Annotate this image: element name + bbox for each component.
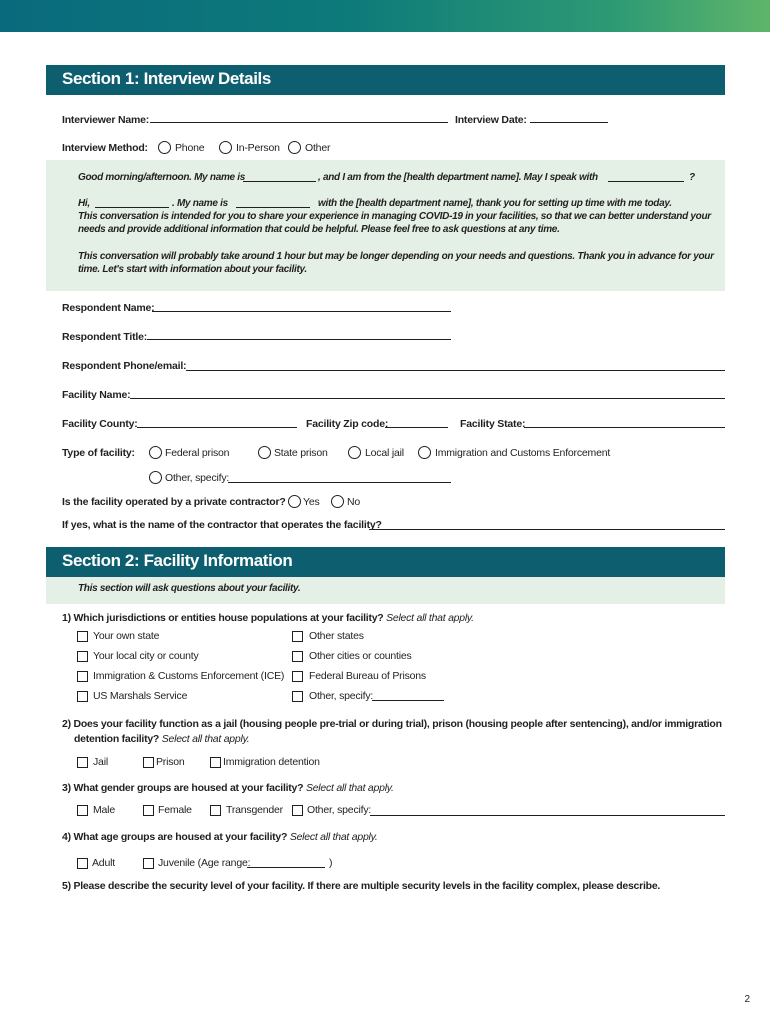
q1-federal-bureau-label: Federal Bureau of Prisons [309, 670, 426, 682]
type-local-jail-label: Local jail [365, 447, 404, 459]
private-contractor-question: Is the facility operated by a private contractor? [62, 496, 286, 508]
q2-jail-label: Jail [93, 756, 108, 768]
contractor-name-field[interactable] [369, 529, 725, 530]
type-other-label: Other, specify: [165, 472, 230, 484]
type-other-field[interactable] [228, 482, 451, 483]
question-5: 5) Please describe the security level of your facility. If there are multiple security levels in the facility complex, please describe. [62, 880, 661, 892]
contractor-name-question: If yes, what is the name of the contractor that operates the facility? [62, 519, 382, 531]
facility-county-label: Facility County: [62, 418, 138, 430]
script-line-2b: . My name is [172, 198, 228, 209]
script-line-5: This conversation will probably take around 1 hour but may be longer depending on your needs and questions. Thank you in advance for your [78, 251, 714, 262]
type-state-prison-label: State prison [274, 447, 328, 459]
interviewer-intro-blank[interactable] [236, 207, 310, 208]
respondent-contact-field[interactable] [186, 370, 725, 371]
type-state-prison-radio[interactable] [258, 446, 271, 459]
q1-other-cities-checkbox[interactable] [292, 651, 303, 662]
facility-zip-field[interactable] [385, 427, 448, 428]
section-2-intro: This section will ask questions about your facility. [78, 583, 301, 594]
q1-own-state-checkbox[interactable] [77, 631, 88, 642]
method-in-person-label: In-Person [236, 142, 280, 154]
header-banner [0, 0, 770, 32]
type-federal-prison-radio[interactable] [149, 446, 162, 459]
facility-zip-label: Facility Zip code: [306, 418, 389, 430]
q3-other-field[interactable] [370, 815, 725, 816]
q2-prison-checkbox[interactable] [143, 757, 154, 768]
q4-juvenile-label: Juvenile (Age range: [158, 857, 251, 869]
question-3: 3) What gender groups are housed at your facility? Select all that apply. [62, 782, 394, 794]
q1-us-marshals-label: US Marshals Service [93, 690, 188, 702]
method-in-person-radio[interactable] [219, 141, 232, 154]
facility-state-label: Facility State: [460, 418, 526, 430]
respondent-title-field[interactable] [147, 339, 451, 340]
q1-other-specify-label: Other, specify: [309, 690, 374, 702]
q4-age-range-field[interactable] [247, 867, 325, 868]
script-line-6: time. Let's start with information about your facility. [78, 264, 307, 275]
q1-other-specify-checkbox[interactable] [292, 691, 303, 702]
q2-prison-label: Prison [156, 756, 185, 768]
question-4: 4) What age groups are housed at your facility? Select all that apply. [62, 831, 378, 843]
respondent-name-label: Respondent Name: [62, 302, 155, 314]
q3-male-checkbox[interactable] [77, 805, 88, 816]
type-ice-radio[interactable] [418, 446, 431, 459]
type-ice-label: Immigration and Customs Enforcement [435, 447, 611, 459]
method-other-radio[interactable] [288, 141, 301, 154]
q2-immigration-checkbox[interactable] [210, 757, 221, 768]
q1-other-states-checkbox[interactable] [292, 631, 303, 642]
method-phone-radio[interactable] [158, 141, 171, 154]
facility-name-label: Facility Name: [62, 389, 131, 401]
script-line-1a: Good morning/afternoon. My name is [78, 172, 246, 183]
q3-other-checkbox[interactable] [292, 805, 303, 816]
section-1-heading: Section 1: Interview Details [46, 65, 725, 95]
contractor-no-label: No [347, 496, 361, 508]
question-2-line-2: detention facility? Select all that apply. [74, 733, 250, 745]
method-other-label: Other [305, 142, 331, 154]
facility-name-field[interactable] [130, 398, 725, 399]
interview-date-field[interactable] [530, 122, 608, 123]
facility-state-field[interactable] [524, 427, 725, 428]
q1-other-cities-label: Other cities or counties [309, 650, 412, 662]
q2-immigration-label: Immigration detention [223, 756, 320, 768]
respondent-greeting-blank[interactable] [95, 207, 169, 208]
type-federal-prison-label: Federal prison [165, 447, 230, 459]
q3-transgender-label: Transgender [226, 804, 283, 816]
q3-transgender-checkbox[interactable] [210, 805, 221, 816]
script-line-1b: , and I am from the [health department name]. May I speak with [318, 172, 598, 183]
q1-local-city-checkbox[interactable] [77, 651, 88, 662]
contractor-no-radio[interactable] [331, 495, 344, 508]
question-1: 1) Which jurisdictions or entities house populations at your facility? Select all that apply. [62, 612, 474, 624]
interview-date-label: Interview Date: [455, 114, 527, 126]
q3-female-label: Female [158, 804, 192, 816]
respondent-contact-label: Respondent Phone/email: [62, 360, 187, 372]
q1-local-city-label: Your local city or county [93, 650, 199, 662]
respondent-title-label: Respondent Title: [62, 331, 148, 343]
q1-own-state-label: Your own state [93, 630, 160, 642]
section-2-heading: Section 2: Facility Information [46, 547, 725, 577]
q2-jail-checkbox[interactable] [77, 757, 88, 768]
respondent-name-blank[interactable] [608, 181, 684, 182]
interview-method-label: Interview Method: [62, 142, 148, 154]
script-line-4: needs and provide additional information that could be helpful. Please feel free to ask questions at any time. [78, 224, 560, 235]
interviewer-name-blank[interactable] [243, 181, 316, 182]
script-line-3: This conversation is intended for you to share your experience in managing COVID-19 in your facilities, so that we can better understand your [78, 211, 711, 222]
q1-other-specify-field[interactable] [372, 700, 444, 701]
q3-other-label: Other, specify: [307, 804, 372, 816]
page-number: 2 [744, 994, 750, 1005]
method-phone-label: Phone [175, 142, 205, 154]
type-other-radio[interactable] [149, 471, 162, 484]
q1-ice-checkbox[interactable] [77, 671, 88, 682]
question-2-line-1: 2) Does your facility function as a jail (housing people pre-trial or during trial), prison (housing people after sentencing), and/or immigration [62, 718, 722, 730]
type-local-jail-radio[interactable] [348, 446, 361, 459]
q1-us-marshals-checkbox[interactable] [77, 691, 88, 702]
contractor-yes-label: Yes [303, 496, 320, 508]
interviewer-name-field[interactable] [150, 122, 448, 123]
script-line-1c: ? [689, 172, 695, 183]
q4-adult-checkbox[interactable] [77, 858, 88, 869]
contractor-yes-radio[interactable] [288, 495, 301, 508]
interviewer-name-label: Interviewer Name: [62, 114, 150, 126]
script-line-2a: Hi, [78, 198, 90, 209]
q1-federal-bureau-checkbox[interactable] [292, 671, 303, 682]
q1-ice-label: Immigration & Customs Enforcement (ICE) [93, 670, 285, 682]
script-line-2c: with the [health department name], thank you for setting up time with me today. [318, 198, 672, 209]
q3-male-label: Male [93, 804, 115, 816]
q1-other-states-label: Other states [309, 630, 364, 642]
q3-female-checkbox[interactable] [143, 805, 154, 816]
q4-adult-label: Adult [92, 857, 115, 869]
q4-close-paren: ) [329, 857, 333, 869]
facility-county-field[interactable] [137, 427, 297, 428]
q4-juvenile-checkbox[interactable] [143, 858, 154, 869]
facility-type-label: Type of facility: [62, 447, 135, 459]
respondent-name-field[interactable] [152, 311, 451, 312]
